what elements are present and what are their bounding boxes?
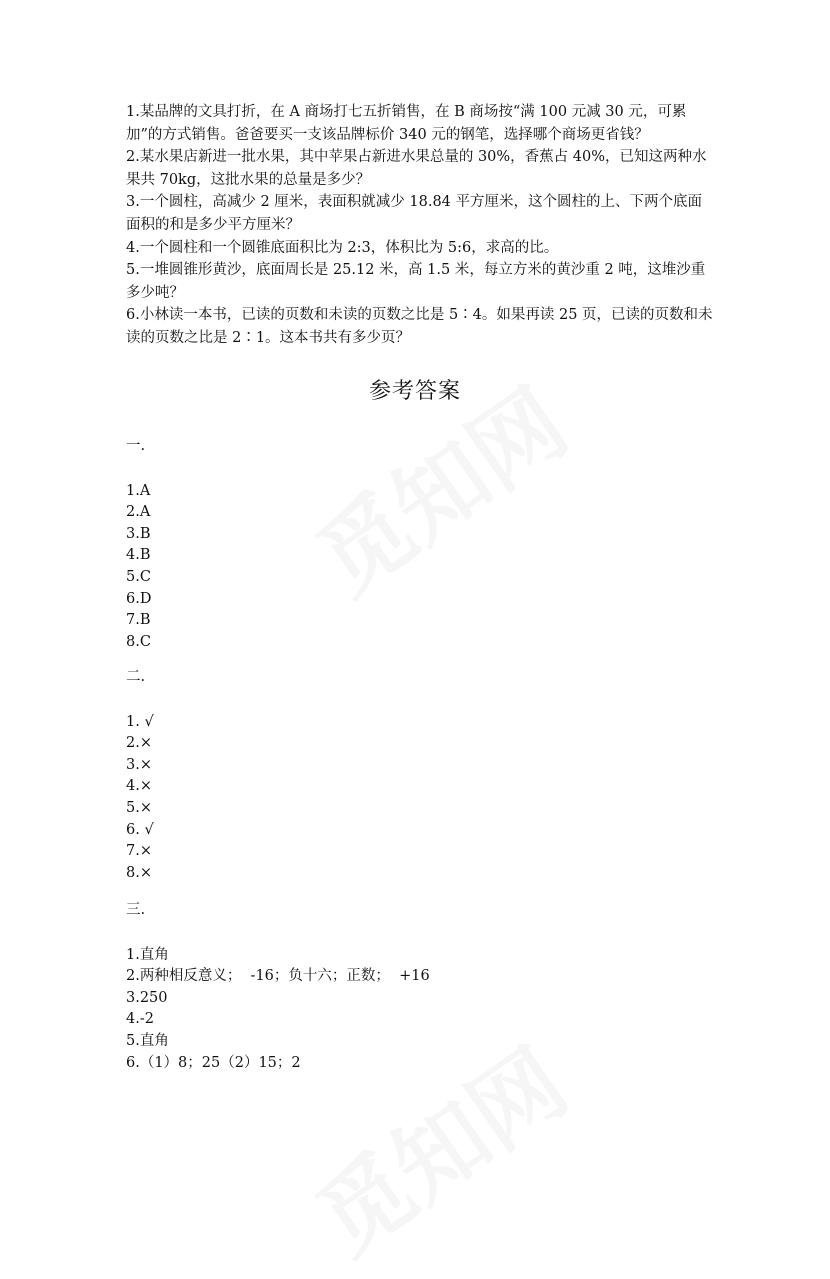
section-heading: 二. xyxy=(126,669,146,685)
problem-item: 6.小林读一本书，已读的页数和未读的页数之比是 5∶4。如果再读 25 页，已读的页数和未读的页数之比是 2∶1。这本书共有多少页？ xyxy=(126,307,713,346)
problem-item: 5.一堆圆锥形黄沙，底面周长是 25.12 米，高 1.5 米，每立方米的黄沙重 2 吨，这堆沙重多少吨？ xyxy=(126,262,706,301)
answer-section-2 xyxy=(126,667,154,884)
answer-item: 7.× xyxy=(126,843,152,860)
answer-item: 2.× xyxy=(126,735,152,752)
answer-item: 1.直角 xyxy=(126,946,169,963)
answer-item: 1.A xyxy=(126,482,151,499)
answer-item: 7.B xyxy=(126,612,151,629)
answer-item: 4.-2 xyxy=(126,1011,154,1028)
answer-item: 6. √ xyxy=(126,821,154,838)
answer-item: 3.250 xyxy=(126,989,168,1006)
answer-item: 1. √ xyxy=(126,713,154,730)
section-heading: 一. xyxy=(126,438,146,454)
answer-item: 6.D xyxy=(126,590,152,607)
problem-list xyxy=(126,101,716,350)
answer-item: 5.直角 xyxy=(126,1032,169,1049)
answer-item: 2.两种相反意义； -16；负十六；正数； +16 xyxy=(126,968,430,985)
problem-item: 3.一个圆柱，高减少 2 厘米，表面积就减少 18.84 平方厘米，这个圆柱的上、下两个底面面积的和是多少平方厘米？ xyxy=(126,194,703,233)
answer-item: 3.B xyxy=(126,525,151,542)
problem-item: 2.某水果店新进一批水果，其中苹果占新进水果总量的 30%，香蕉占 40%，已知这两种水果共 70kg，这批水果的总量是多少？ xyxy=(126,149,707,188)
answer-item: 6.（1）8；25（2）15；2 xyxy=(126,1054,301,1071)
answer-item: 5.C xyxy=(126,568,151,585)
problem-item: 1.某品牌的文具打折，在 A 商场打七五折销售，在 B 商场按“满 100 元减 30 元，可累加”的方式销售。爸爸要买一支该品牌标价 340 元的钢笔，选择哪个商场更省钱？ xyxy=(126,104,687,143)
answer-item: 4.B xyxy=(126,547,151,564)
problem-item: 4.一个圆柱和一个圆锥底面积比为 2:3，体积比为 5:6，求高的比。 xyxy=(126,239,559,256)
answer-item: 8.× xyxy=(126,864,152,881)
answer-item: 5.× xyxy=(126,799,152,816)
answer-item: 2.A xyxy=(126,504,151,521)
answer-section-1 xyxy=(126,436,151,653)
section-heading: 三. xyxy=(126,902,146,918)
answer-title: 参考答案 xyxy=(368,379,461,404)
answer-item: 4.× xyxy=(126,778,152,795)
answer-section-3 xyxy=(126,900,430,1074)
answer-item: 3.× xyxy=(126,756,152,773)
answer-item: 8.C xyxy=(126,633,151,650)
